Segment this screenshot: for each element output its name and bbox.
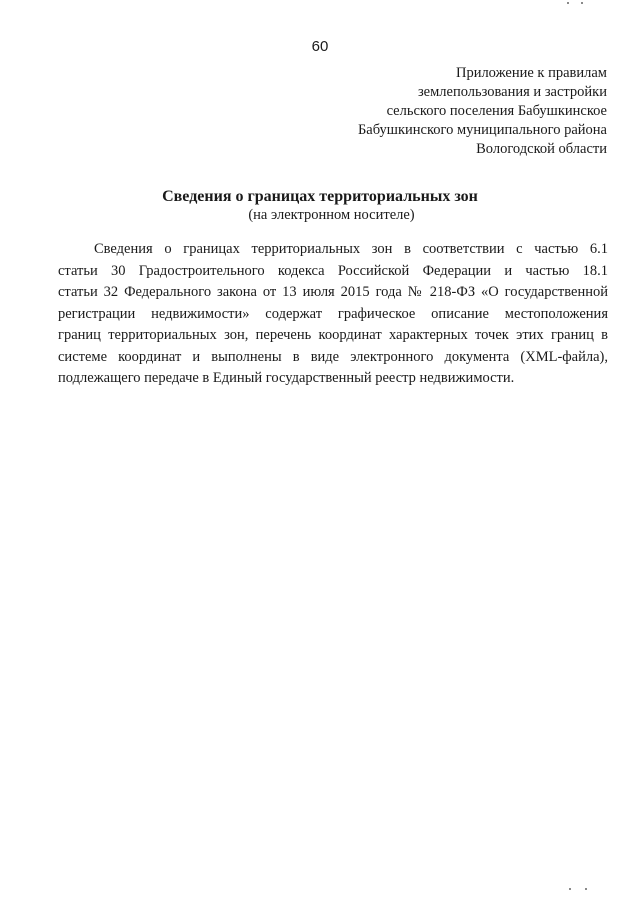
appendix-line: Бабушкинского муниципального района — [357, 122, 607, 138]
body-paragraph — [58, 239, 608, 390]
document-subtitle: (на электронном носителе) — [248, 207, 415, 223]
paragraph-line: регистрации недвижимости» содержат графическое описание местоположения — [58, 305, 608, 322]
scan-artifact — [567, 2, 569, 4]
appendix-line: Вологодской области — [476, 141, 607, 157]
appendix-line: Приложение к правилам — [455, 65, 607, 81]
appendix-line: землепользования и застройки — [417, 84, 607, 100]
paragraph-line: статьи 32 Федерального закона от 13 июля 2015 года № 218-ФЗ «О государственной — [58, 284, 608, 300]
appendix-line: сельского поселения Бабушкинское — [386, 103, 607, 119]
scan-artifact — [569, 888, 571, 890]
paragraph-line: границ территориальных зон, перечень координат характерных точек этих границ в — [58, 327, 608, 343]
page-number: 60 — [311, 38, 329, 55]
paragraph-line: системе координат и выполнены в виде электронного документа (XML-файла), — [58, 348, 608, 365]
paragraph-line: Сведения о границах территориальных зон в соответствии с частью 6.1 — [94, 241, 608, 257]
document-title: Сведения о границах территориальных зон — [162, 188, 478, 205]
paragraph-line: статьи 30 Градостроительного кодекса Российской Федерации и частью 18.1 — [58, 262, 608, 279]
scan-artifact — [585, 888, 587, 890]
appendix-note — [358, 64, 607, 159]
paragraph-line: подлежащего передаче в Единый государственный реестр недвижимости. — [58, 370, 515, 386]
scan-artifact — [581, 2, 583, 4]
